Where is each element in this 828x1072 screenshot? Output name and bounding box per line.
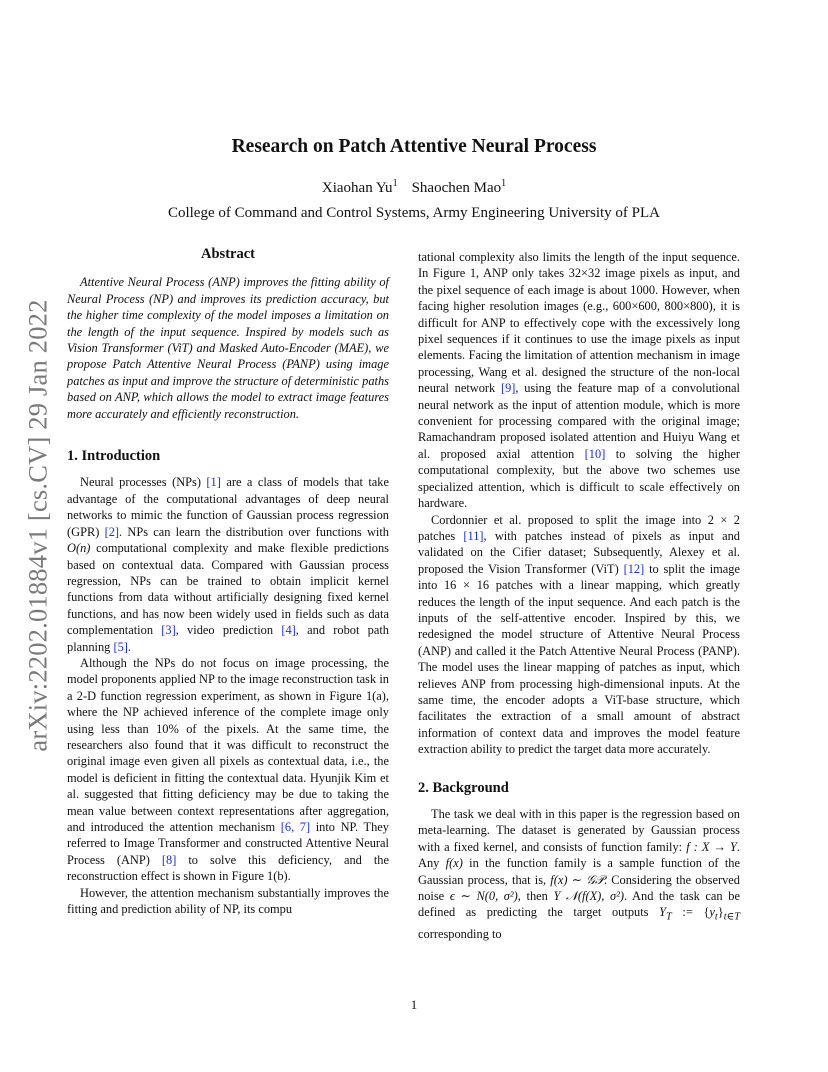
citation-link[interactable]: [9]	[500, 381, 516, 396]
background-heading: 2. Background	[418, 779, 509, 796]
intro-paragraph-1: Neural processes (NPs) [1] are a class of models that take advantage of the computational advantages of deep neural networks to mimic the function of Gaussian process regression (GPR) [2]. NPs can learn the distribution over functions with O(n) computational complexity and make flexible predictions based on contextual data. Compared with Gaussian process regression, NPs can be trained to obtain implicit kernel functions from data without artificially designing fixed kernel functions, and has now been widely used in fields such as data complementation [3], video prediction [4], and robot path planning [5].	[67, 475, 389, 654]
author-name: Xiaohan Yu	[321, 180, 393, 196]
author-affil-mark: 1	[501, 178, 507, 189]
math-expression: Y	[659, 905, 667, 920]
citation-link[interactable]: [6, 7]	[280, 820, 311, 834]
author-name: Shaochen Mao	[411, 180, 502, 196]
citation-link[interactable]: [4]	[281, 623, 296, 638]
intro-paragraph-3-start: However, the attention mechanism substantially improves the fitting and prediction ability of NP, its compu	[67, 885, 389, 917]
left-column	[67, 246, 389, 917]
affiliation: College of Command and Control Systems, Army Engineering University of PLA	[167, 205, 661, 221]
introduction-heading: 1. Introduction	[67, 448, 161, 465]
arxiv-id-text: arXiv:2202.01884v1 [cs.CV] 29 Jan 2022	[22, 298, 53, 752]
abstract-heading: Abstract	[201, 246, 255, 262]
author-list	[0, 178, 828, 197]
abstract-text: Attentive Neural Process (ANP) improves the fitting ability of Neural Process (NP) and improves its prediction accuracy, but the higher time complexity of the model imposes a limitation on the length of the input sequence. Inspired by models such as Vision Transformer (ViT) and Masked Auto-Encoder (MAE), we propose Patch Attentive Neural Process (PANP) using image patches as input and improve the structure of deterministic paths based on ANP, which allows the model to extract image features more accurately and efficiently reconstruction.	[67, 275, 389, 421]
intro-paragraph-3-continued: tational complexity also limits the length of the input sequence. In Figure 1, ANP only takes 32×32 image pixels as input, and the pixel sequence of each image is about 1000. However, when facing higher resolution images (e.g., 600×600, 800×800), it is difficult for ANP to effectively cope with the excessively long pixel sequences if it continues to use the image pixels as input elements. Facing the limitation of attention mechanism in image processing, Wang et al. designed the structure of the non-local neural network [9], using the feature map of a convolutional neural network as the input of attention module, which is more convenient for processing compared with the original image; Ramachandram proposed isolated attention and Huiyu Wang et al. proposed axial attention [10] to solving the higher computational complexity, but the above two schemes use specialized attention, which is difficult to scale effectively on hardware.	[418, 250, 741, 511]
citation-link[interactable]: [10]	[584, 446, 606, 461]
citation-link[interactable]: [12]	[623, 561, 645, 576]
math-expression: f(x) ∼ 𝒢𝒫	[550, 872, 604, 887]
page-number: 1	[410, 998, 418, 1012]
math-expression: f : X → Y	[686, 839, 737, 854]
math-expression: ϵ ∼ N(0, σ²)	[449, 889, 518, 904]
citation-link[interactable]: [5]	[113, 639, 128, 654]
citation-link[interactable]: [11]	[463, 528, 484, 543]
author-affil-mark: 1	[392, 178, 398, 189]
citation-link[interactable]: [1]	[206, 475, 221, 490]
paper-title: Research on Patch Attentive Neural Process	[231, 136, 597, 157]
citation-link[interactable]: [2]	[104, 524, 120, 539]
math-expression: O(n)	[67, 541, 91, 556]
right-column	[418, 249, 740, 943]
math-expression: f(x)	[445, 856, 463, 871]
math-expression: Y 𝒩(f(X), σ²)	[553, 889, 624, 904]
citation-link[interactable]: [3]	[161, 623, 176, 638]
citation-link[interactable]: [8]	[161, 852, 177, 867]
intro-paragraph-2: Although the NPs do not focus on image processing, the model proponents applied NP to the image reconstruction task in a 2-D function regression experiment, as shown in Figure 1(a), where the NP achieved inference of the complete image only using less than 10% of the pixels. At the same time, the researchers also found that it was difficult to reconstruct the original image even given all pixels as contextual data, i.e., the model is deficient in fitting the contextual data. Hyunjik Kim et al. suggested that fitting deficiency may be due to taking the mean value between context representations after aggregation, and introduced the attention mechanism [6, 7] into NP. They referred to Image Transformer and constructed Attentive Neural Process (ANP) [8] to solve this deficiency, and the reconstruction effect is shown in Figure 1(b).	[67, 655, 389, 884]
intro-paragraph-4: Cordonnier et al. proposed to split the image into 2 × 2 patches [11], with patches instead of pixels as input and validated on the Cifier dataset; Subsequently, Alexey et al. proposed the Vision Transformer (ViT) [12] to split the image into 16 × 16 patches with a linear mapping, which greatly reduces the length of the input sequence. And each patch is the inputs of the self-attentive encoder. Inspired by this, we redesigned the model structure of Attentive Neural Process (ANP) and called it the Patch Attentive Neural Process (PANP). The model uses the linear mapping of patches as input, which relieves ANP from processing high-dimensional inputs. At the same time, the encoder adopts a ViT-base structure, which facilitates the extraction of a small amount of abstract information of context data and improves the model feature extraction ability to predict the target data more accurately.	[418, 512, 740, 757]
arxiv-identifier-stamp	[20, 290, 56, 760]
background-paragraph-1: The task we deal with in this paper is the regression based on meta-learning. The dataset is generated by Gaussian process with a fixed kernel, and consists of function family: f : X → Y. Any f(x) in the function family is a sample function of the Gaussian process, that is, f(x) ∼ 𝒢𝒫. Considering the observed noise ϵ ∼ N(0, σ²), then Y 𝒩(f(X), σ²). And the task can be defined as predicting the target outputs $Y_T$ := $\{y_t\}_{t\in T}$ corresponding to	[418, 807, 741, 942]
